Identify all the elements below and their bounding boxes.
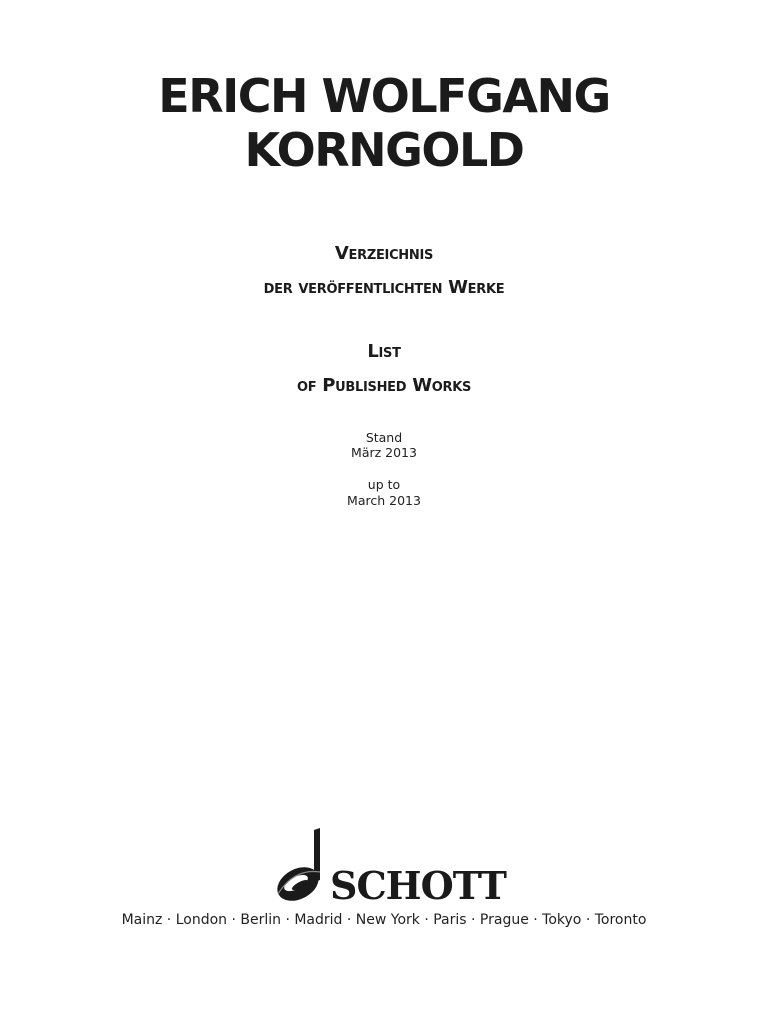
composer-name-line-2: KORNGOLD [244, 123, 524, 177]
date-en-value: March 2013 [347, 493, 421, 508]
composer-name-line-1: ERICH WOLFGANG [158, 69, 610, 123]
english-title-line-2: of Published Works [296, 375, 472, 396]
german-title-line-1: Verzeichnis [334, 243, 434, 264]
date-de-label: Stand [365, 430, 403, 445]
publisher-name: SCHOTT [330, 863, 506, 908]
publisher-cities: Mainz · London · Berlin · Madrid · New York · Paris · Prague · Tokyo · Toronto [121, 912, 647, 928]
german-title-line-2: der veröffentlichten Werke [263, 277, 505, 298]
date-en-label: up to [367, 477, 401, 492]
date-de-value: März 2013 [351, 445, 417, 460]
english-title-line-1: List [367, 341, 401, 362]
